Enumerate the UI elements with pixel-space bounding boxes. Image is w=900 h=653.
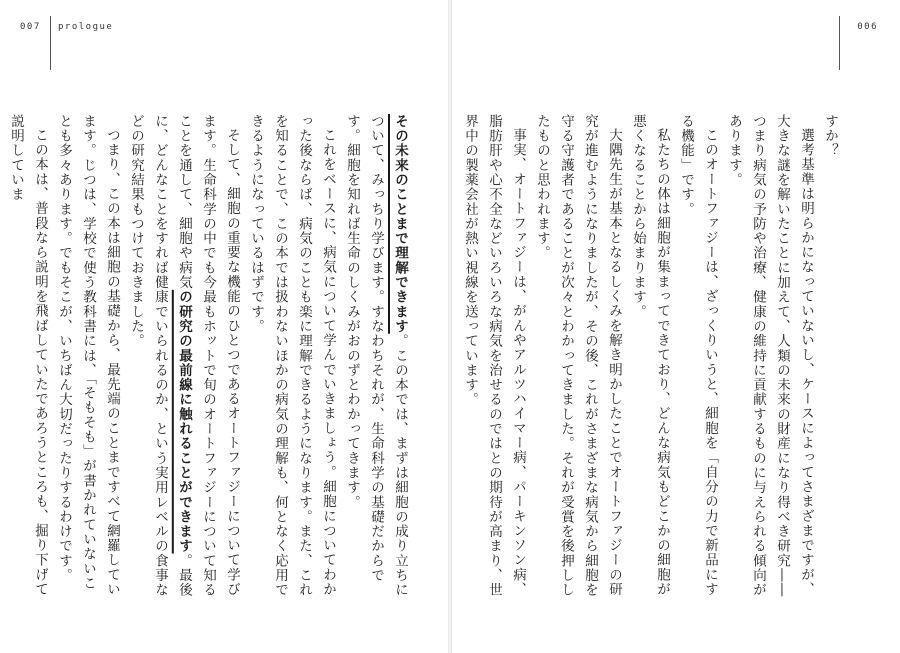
running-head: prologue — [58, 22, 114, 32]
paragraph — [722, 114, 818, 604]
emphasis: の研究の最前線に触れることができます — [176, 289, 192, 554]
paragraph — [818, 114, 842, 604]
paragraph — [4, 114, 52, 604]
page-number: 007 — [20, 22, 41, 32]
text-run: そして、細胞の重要な機能のひとつであるオートファジーについて学びます。生命科学の中でも今最もホットで旬のオートファジーについて知ることを通して、細胞や病気 — [176, 114, 240, 598]
text-run: これをベースに、病気について学んでいきましょう。細胞についてわかった後ならば、病気のことも楽に理解できるようになります。また、これを知ることで、この本では扱わないほかの病気の理解も、何となく応用できるようになっているはずです。 — [248, 114, 336, 598]
text-run: このオートファジーは、ざっくりいうと、細胞を「自分の力で新品にする機能」です。 — [678, 114, 718, 597]
paragraph — [530, 114, 626, 604]
paragraph — [674, 114, 722, 604]
paragraph — [626, 114, 674, 604]
emphasis: その未来のことまで理解できます — [392, 114, 408, 334]
paragraph — [340, 114, 412, 604]
text-run: 。この本では、まずは細胞の成り立ちについて、みっちり学びます。すなわちそれが、生命科学の基礎だからです。細胞を知れば生命のしくみがおのずとわかってきます。 — [344, 114, 408, 598]
paragraph — [52, 114, 124, 604]
text-run: すか？ — [822, 114, 838, 158]
left-page — [0, 0, 448, 653]
paragraph — [124, 114, 244, 604]
text-run: 事実、オートファジーは、がんやアルツハイマー病、パーキンソン病、脂肪肝や心不全などいろいろな病気を治せるのではとの期待が高まり、世界中の製薬会社が熱い視線を送っています。 — [462, 114, 526, 598]
header-divider — [839, 16, 840, 70]
right-page — [452, 0, 900, 653]
text-run: 選考基準は明らかになっていないし、ケースによってさまざまですが、大きな謎を解いたことに加えて、人類の未来の財産になり得べき研究――つまり病気の予防や治療、健康の維持に貢献するものに与えられる傾向があります。 — [726, 114, 814, 598]
page-number: 006 — [857, 22, 878, 32]
header-divider — [50, 16, 51, 70]
text-run: 。最後に、どんなことをすれば健康でいられるのか、という実用レベルの食事などの研究結果もつけておきました。 — [128, 114, 192, 598]
body-text — [456, 114, 842, 604]
body-text — [8, 114, 412, 604]
text-run: この本は、普段なら説明を飛ばしていたであろうところも、掘り下げて説明していま — [8, 114, 48, 597]
paragraph — [244, 114, 340, 604]
text-run: 大隅先生が基本となるしくみを解き明かしたことでオートファジーの研究が進むようになりましたが、その後、これがさまざまな病気から細胞を守る守護者であることが次々とわかってきました。それが受賞を後押ししたものと思われます。 — [534, 114, 622, 598]
paragraph — [458, 114, 530, 604]
text-run: 私たちの体は細胞が集まってできており、どんな病気もどこかの細胞が悪くなることから始まります。 — [630, 114, 670, 597]
text-run: つまり、この本は細胞の基礎から、最先端のことまですべて網羅しています。じつは、学校で使う教科書には、「そもそも」が書かれていないことも多々あります。でもそこが、いちばん大切だったりするわけです。 — [56, 114, 120, 597]
